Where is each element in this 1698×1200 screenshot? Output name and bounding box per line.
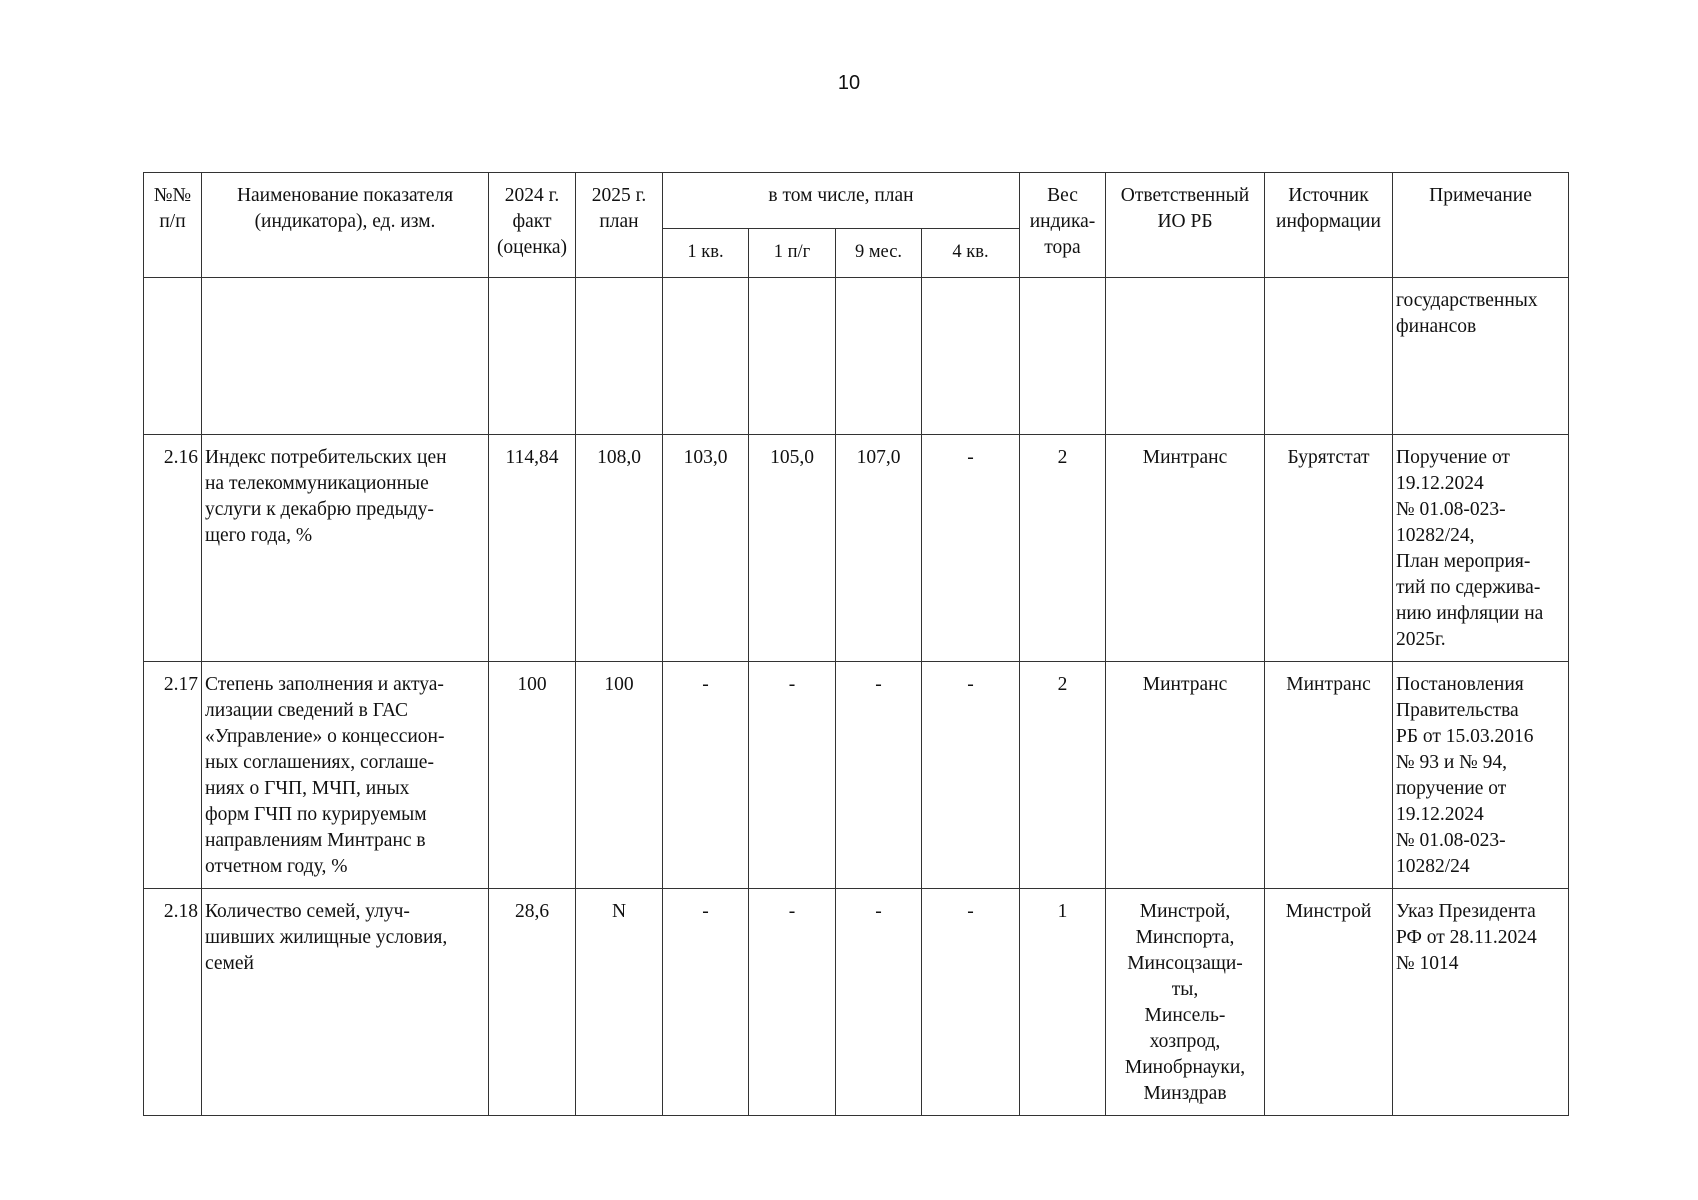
cell-indicator-name-line: на телекоммуникационные [205,473,429,494]
cell-source: Минстрой [1265,889,1393,1116]
cell-num: 2.17 [144,662,202,889]
cell-plan-q4 [922,278,1020,435]
header-name: Наименование показателя (индикатора), ед. изм. [202,173,489,278]
cell-responsible [1106,435,1265,662]
cell-responsible-line: Минсель- [1144,1005,1226,1026]
cell-plan-9m: - [836,889,922,1116]
cell-note-line: 2025г. [1396,629,1446,650]
cell-responsible-line: ты, [1171,979,1199,1000]
cell-note-line: Постановления [1396,674,1524,695]
cell-note-line: № 93 и № 94, [1396,752,1508,773]
cell-responsible [1106,278,1265,435]
table-row [144,889,1569,1116]
cell-source: Минтранс [1265,662,1393,889]
cell-note-line: государственных [1396,290,1538,311]
cell-responsible-line: Минтранс [1142,674,1228,695]
cell-responsible-line: Минсоцзащи- [1127,953,1243,974]
cell-plan-h1: 105,0 [749,435,836,662]
header-responsible: Ответственный ИО РБ [1106,173,1265,278]
cell-plan-q1 [663,278,749,435]
cell-plan-2025: N [576,889,663,1116]
header-note: Примечание [1393,173,1569,278]
cell-indicator-name-line: «Управление» о концессион- [205,726,445,747]
cell-indicator-name-line: ниях о ГЧП, МЧП, иных [205,778,410,799]
cell-note-line: Поручение от [1396,447,1510,468]
cell-fact-2024: 100 [489,662,576,889]
cell-plan-q4: - [922,435,1020,662]
cell-plan-h1: - [749,662,836,889]
cell-indicator-name [202,662,489,889]
cell-note-line: финансов [1396,316,1477,337]
cell-responsible [1106,889,1265,1116]
header-q1: 1 кв. [663,229,749,278]
cell-note-line: № 01.08-023- [1396,830,1506,851]
cell-note-line: План мероприя- [1396,551,1531,572]
cell-note [1393,435,1569,662]
cell-source [1265,278,1393,435]
cell-plan-2025: 100 [576,662,663,889]
cell-note-line: нию инфляции на [1396,603,1544,624]
cell-note-line: № 01.08-023- [1396,499,1506,520]
cell-plan-h1 [749,278,836,435]
cell-fact-2024 [489,278,576,435]
cell-responsible-line: Минспорта, [1135,927,1235,948]
header-num: №№ п/п [144,173,202,278]
table-row [144,278,1569,435]
cell-plan-2025 [576,278,663,435]
cell-note-line: Указ Президента [1396,901,1536,922]
header-h1: 1 п/г [749,229,836,278]
cell-indicator-name-line: семей [205,953,254,974]
cell-indicator-name-line: шивших жилищные условия, [205,927,448,948]
cell-fact-2024: 28,6 [489,889,576,1116]
cell-indicator-name-line: Индекс потребительских цен [205,447,447,468]
cell-plan-q1: - [663,889,749,1116]
cell-plan-9m: 107,0 [836,435,922,662]
cell-plan-q1: - [663,662,749,889]
cell-note-line: РФ от 28.11.2024 [1396,927,1537,948]
cell-indicator-name-line: Количество семей, улуч- [205,901,410,922]
cell-indicator-name-line: направлениям Минтранс в [205,830,426,851]
cell-note-line: РБ от 15.03.2016 [1396,726,1534,747]
cell-indicator-name-line: Степень заполнения и актуа- [205,674,444,695]
cell-plan-q4: - [922,662,1020,889]
cell-indicator-name-line: ных соглашениях, соглаше- [205,752,434,773]
cell-weight: 2 [1020,662,1106,889]
cell-plan-q1: 103,0 [663,435,749,662]
header-including-plan: в том числе, план [663,173,1020,229]
cell-plan-9m: - [836,662,922,889]
cell-note-line: 19.12.2024 [1396,473,1484,494]
header-source: Источник информации [1265,173,1393,278]
header-9m: 9 мес. [836,229,922,278]
header-fact-2024: 2024 г. факт (оценка) [489,173,576,278]
cell-indicator-name-line: щего года, % [205,525,313,546]
cell-plan-9m [836,278,922,435]
table-row [144,662,1569,889]
cell-weight: 1 [1020,889,1106,1116]
cell-indicator-name-line: лизации сведений в ГАС [205,700,408,721]
page-number: 10 [837,72,861,94]
cell-plan-h1: - [749,889,836,1116]
indicators-table [143,172,1569,1116]
cell-weight: 2 [1020,435,1106,662]
cell-note-line: тий по сдержива- [1396,577,1541,598]
cell-source: Бурятстат [1265,435,1393,662]
cell-note-line: 19.12.2024 [1396,804,1484,825]
cell-indicator-name-line: услуги к декабрю предыду- [205,499,434,520]
cell-note [1393,278,1569,435]
cell-indicator-name [202,435,489,662]
header-q4: 4 кв. [922,229,1020,278]
cell-note-line: поручение от [1396,778,1507,799]
cell-plan-q4: - [922,889,1020,1116]
cell-responsible-line: Минтранс [1142,447,1228,468]
cell-plan-2025: 108,0 [576,435,663,662]
cell-indicator-name [202,889,489,1116]
cell-responsible-line: хозпрод, [1149,1031,1221,1052]
cell-note [1393,889,1569,1116]
cell-weight [1020,278,1106,435]
cell-responsible-line: Минздрав [1143,1083,1227,1104]
header-weight: Вес индика-тора [1020,173,1106,278]
cell-indicator-name-line: форм ГЧП по курируемым [205,804,427,825]
cell-indicator-name-line: отчетном году, % [205,856,348,877]
cell-note-line: 10282/24 [1396,856,1470,877]
cell-note-line: Правительства [1396,700,1519,721]
cell-responsible-line: Минобрнауки, [1124,1057,1246,1078]
cell-fact-2024: 114,84 [489,435,576,662]
cell-responsible-line: Минстрой, [1139,901,1231,922]
cell-indicator-name [202,278,489,435]
cell-note-line: № 1014 [1396,953,1459,974]
cell-num: 2.18 [144,889,202,1116]
cell-num: 2.16 [144,435,202,662]
table-row [144,435,1569,662]
header-plan-2025: 2025 г. план [576,173,663,278]
cell-num [144,278,202,435]
cell-note [1393,662,1569,889]
cell-responsible [1106,662,1265,889]
cell-note-line: 10282/24, [1396,525,1475,546]
